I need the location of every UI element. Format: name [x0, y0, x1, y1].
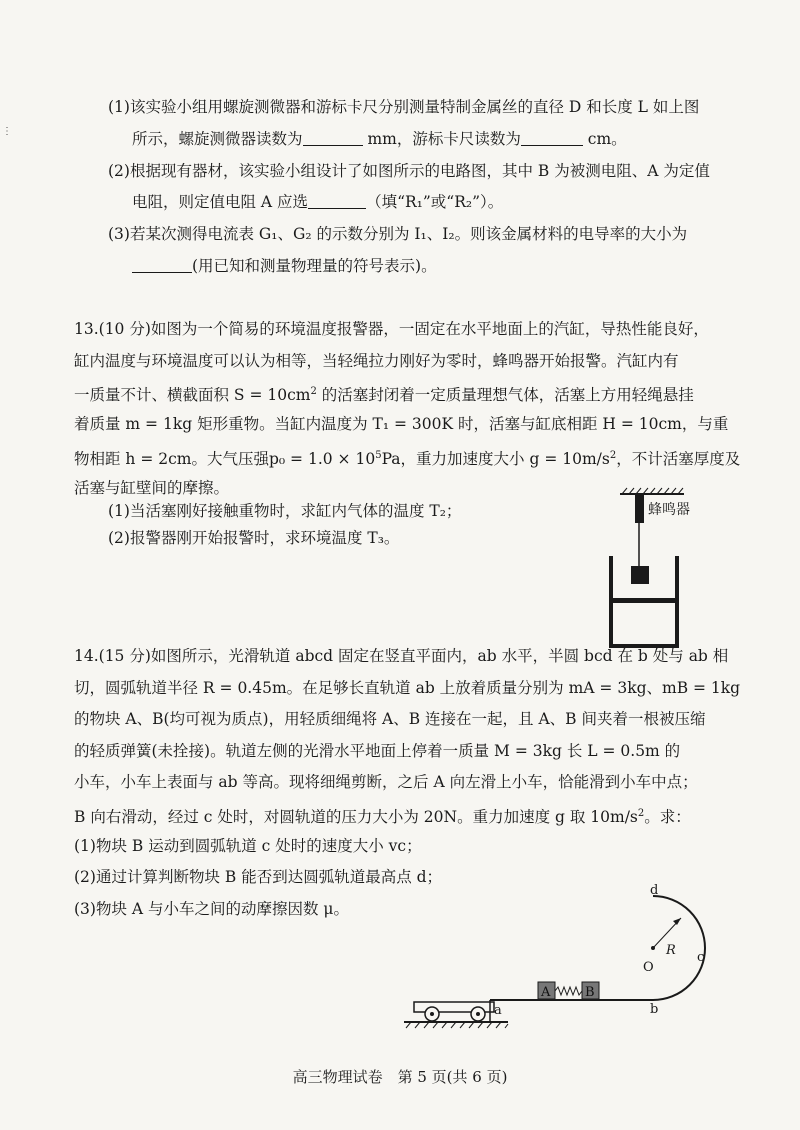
q12-part1-line2 — [132, 128, 627, 150]
q12-part3-line2 — [132, 255, 437, 277]
q14-line3: 的物块 A、B(均可视为质点)，用轻质细绳将 A、B 连接在一起，且 A、B 间夹着一根被压缩 — [74, 710, 706, 728]
q14-line4: 的轻质弹簧(未拴接)。轨道左侧的光滑水平地面上停着一质量 M = 3kg 长 L = 0.5m 的 — [74, 742, 681, 760]
q14-line1: 14.(15 分)如图所示，光滑轨道 abcd 固定在竖直平面内，ab 水平，半圆 bcd 在 b 处与 ab 相 — [74, 647, 729, 665]
spring — [555, 987, 582, 995]
q13-line6: 活塞与缸壁间的摩擦。 — [74, 479, 230, 497]
q13-sub1: (1)当活塞刚好接触重物时，求缸内气体的温度 T₂； — [108, 502, 462, 520]
q14-line6-sup: 2 — [637, 808, 645, 819]
label-c: c — [697, 950, 705, 965]
q12-part2-line1: (2)根据现有器材，该实验小组设计了如图所示的电路图，其中 B 为被测电阻、A 为定值 — [108, 162, 710, 180]
q13-line3-text-a: 一质量不计、横截面积 S = 10cm — [74, 386, 311, 404]
buzzer-icon — [635, 495, 644, 523]
q14-sub2: (2)通过计算判断物块 B 能否到达圆弧轨道最高点 d； — [74, 868, 443, 886]
q14-figure-track — [400, 883, 730, 1036]
cart-wheel-left-hub — [430, 1012, 434, 1016]
q13-line5-text-a: 物相距 h = 2cm。大气压强p₀ = 1.0 × 10 — [74, 450, 376, 468]
piston-bar — [613, 598, 675, 603]
answer-blank-caliper[interactable] — [521, 130, 583, 146]
q13-line5-text-b: Pa，重力加速度大小 g = 10m/s — [381, 450, 610, 468]
weight-block — [631, 566, 649, 584]
label-r: R — [666, 943, 676, 958]
buzzer-label: 蜂鸣器 — [648, 502, 690, 518]
label-o: O — [643, 960, 654, 975]
q13-line3 — [74, 381, 694, 406]
q14-line6-text-a: B 向右滑动，经过 c 处时，对圆轨道的压力大小为 20N。重力加速度 g 取 10m/s — [74, 808, 638, 826]
q12-part1-text-a: 所示，螺旋测微器读数为 — [132, 130, 303, 148]
q12-part1-line1: (1)该实验小组用螺旋测微器和游标卡尺分别测量特制金属丝的直径 D 和长度 L 如上图 — [108, 98, 700, 116]
q13-line5-sup2: 2 — [609, 450, 617, 461]
q14-line6 — [74, 803, 691, 828]
q13-line2: 缸内温度与环境温度可以认为相等，当轻绳拉力刚好为零时，蜂鸣器开始报警。汽缸内有 — [74, 352, 679, 370]
page-footer: 高三物理试卷 第 5 页(共 6 页) — [292, 1068, 508, 1086]
q12-part2-line2 — [132, 191, 503, 213]
q13-line5-sup1: 5 — [375, 450, 382, 461]
q13-line1: 13.(10 分)如图为一个简易的环境温度报警器，一固定在水平地面上的汽缸，导热性能良好， — [74, 320, 709, 338]
q14-line6-text-b: 。求： — [644, 808, 691, 826]
q14-line2: 切，圆弧轨道半径 R = 0.45m。在足够长直轨道 ab 上放着质量分别为 mA = 3kg、mB = 1kg — [74, 679, 741, 697]
label-block-b: B — [585, 985, 595, 1000]
q13-line3-sup: 2 — [310, 386, 317, 397]
q12-part2-text-a: 电阻，则定值电阻 A 应选 — [132, 193, 309, 211]
label-block-a: A — [541, 985, 551, 1000]
q14-sub3: (3)物块 A 与小车之间的动摩擦因数 μ。 — [74, 900, 350, 918]
answer-blank-micrometer[interactable] — [303, 130, 363, 146]
q12-part1-text-b: mm，游标卡尺读数为 — [362, 130, 521, 148]
label-d: d — [650, 883, 659, 898]
q12-part3-text: (用已知和测量物理量的符号表示)。 — [192, 257, 437, 275]
answer-blank-conductivity[interactable] — [132, 257, 192, 273]
q13-line5-text-c: ，不计活塞厚度及 — [616, 450, 741, 468]
q13-sub2: (2)报警器刚开始报警时，求环境温度 T₃。 — [108, 529, 400, 547]
q12-part1-text-c: cm。 — [582, 130, 627, 148]
q12-part2-text-b: （填“R₁”或“R₂”）。 — [366, 193, 504, 211]
label-a: a — [494, 1003, 502, 1018]
radius-arrow-icon — [673, 918, 681, 925]
q14-line5: 小车，小车上表面与 ab 等高。现将细绳剪断，之后 A 向左滑上小车，恰能滑到小车中点； — [74, 773, 698, 791]
label-b: b — [650, 1002, 659, 1017]
q13-line3-text-b: 的活塞封闭着一定质量理想气体，活塞上方用轻绳悬挂 — [316, 386, 694, 404]
cart-wheel-right-hub — [476, 1012, 480, 1016]
q13-line4: 着质量 m = 1kg 矩形重物。当缸内温度为 T₁ = 300K 时，活塞与缸底相距 H = 10cm，与重 — [74, 415, 729, 433]
q13-line5 — [74, 445, 740, 470]
q13-figure-cylinder — [600, 484, 730, 654]
q14-sub1: (1)物块 B 运动到圆弧轨道 c 处时的速度大小 vc； — [74, 837, 422, 855]
answer-blank-resistor[interactable] — [308, 193, 366, 209]
binding-margin-mark: ⋮ — [2, 126, 12, 137]
q12-part3-line1: (3)若某次测得电流表 G₁、G₂ 的示数分别为 I₁、I₂。则该金属材料的电导率的大小为 — [108, 225, 688, 243]
